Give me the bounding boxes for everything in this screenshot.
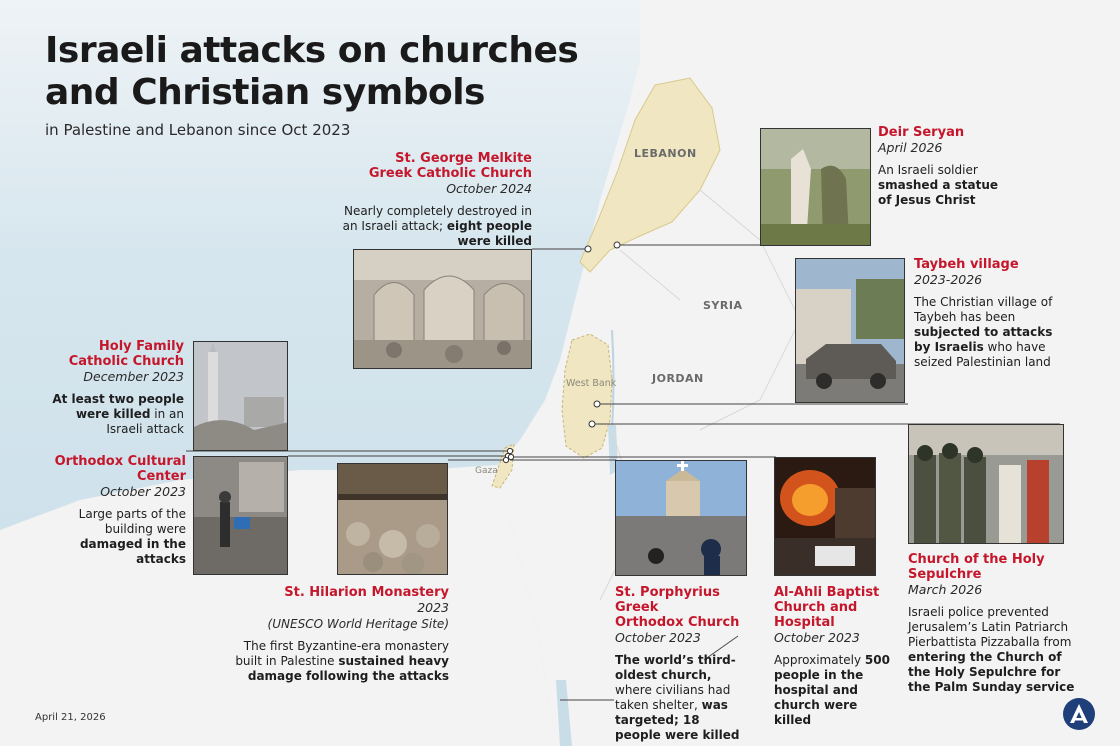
- holy-family-date: December 2023: [83, 369, 184, 384]
- card-orthodox-center: [40, 454, 186, 567]
- photo-deir-seryan: [760, 128, 871, 246]
- al-ahli-date: October 2023: [774, 630, 860, 645]
- page-subtitle: in Palestine and Lebanon since Oct 2023: [45, 121, 351, 139]
- page-title: [45, 30, 578, 114]
- card-taybeh: [914, 257, 1064, 370]
- photo-st-porphyrius-church: [615, 460, 747, 576]
- taybeh-desc: The Christian village of Taybeh has been subjected to attacks by Israelis who have seized Palestinian land: [914, 295, 1053, 369]
- st-porphyrius-desc: The world’s third-oldest church, where civilians had taken shelter, was targeted; 18 people were killed: [615, 653, 740, 742]
- al-ahli-name-2: Church and: [774, 600, 858, 615]
- photo-st-george-church: [353, 249, 532, 369]
- st-george-name-1: St. George Melkite: [395, 151, 532, 166]
- taybeh-date: 2023-2026: [914, 272, 983, 287]
- al-ahli-desc: Approximately 500 people in the hospital and church were killed: [774, 653, 890, 727]
- al-ahli-name-3: Hospital: [774, 615, 835, 630]
- holy-family-name-2: Catholic Church: [68, 354, 184, 369]
- holy-sepulchre-date: March 2026: [908, 582, 983, 597]
- deir-seryan-name: Deir Seryan: [878, 125, 965, 140]
- photo-al-ahli-hospital: [774, 457, 876, 576]
- west-bank-territory: [562, 334, 612, 458]
- photo-st-hilarion-monastery: [337, 463, 448, 575]
- st-george-name-2: Greek Catholic Church: [368, 166, 532, 181]
- st-hilarion-note: (UNESCO World Heritage Site): [267, 617, 449, 631]
- st-hilarion-desc: The first Byzantine-era monastery built in Palestine sustained heavy damage following the attacks: [235, 639, 449, 683]
- publish-date: April 21, 2026: [35, 712, 106, 723]
- card-holy-sepulchre: [908, 552, 1080, 695]
- taybeh-name: Taybeh village: [914, 257, 1019, 272]
- title-line-1: Israeli attacks on churches: [45, 30, 579, 71]
- card-st-hilarion: [230, 585, 449, 684]
- st-porphyrius-name-1: St. Porphyrius Greek: [615, 585, 720, 615]
- photo-holy-sepulchre: [908, 424, 1064, 544]
- card-al-ahli: [774, 585, 892, 728]
- st-porphyrius-name-2: Orthodox Church: [615, 615, 740, 630]
- photo-taybeh-village: [795, 258, 905, 403]
- holy-sepulchre-name-1: Church of the Holy: [908, 552, 1045, 567]
- st-hilarion-name: St. Hilarion Monastery: [284, 585, 449, 600]
- orthodox-center-desc: Large parts of the building were damaged in the attacks: [78, 507, 186, 566]
- label-lebanon: LEBANON: [634, 147, 697, 160]
- orthodox-center-name-2: Center: [136, 469, 186, 484]
- card-holy-family: [50, 339, 184, 437]
- agency-logo-icon: [1062, 697, 1096, 731]
- card-deir-seryan: [878, 125, 1008, 208]
- st-george-desc: Nearly completely destroyed in an Israeli attack; eight people were killed: [342, 204, 532, 248]
- orthodox-center-date: October 2023: [100, 484, 186, 499]
- holy-family-desc: At least two people were killed in an Israeli attack: [52, 392, 184, 436]
- st-george-date: October 2024: [446, 181, 532, 196]
- orthodox-center-name-1: Orthodox Cultural: [54, 454, 186, 469]
- title-line-2: and Christian symbols: [45, 72, 485, 113]
- card-st-porphyrius: [615, 585, 761, 743]
- photo-orthodox-cultural-center: [193, 456, 288, 575]
- st-hilarion-date: 2023: [417, 600, 449, 615]
- label-gaza: Gaza: [475, 466, 498, 476]
- holy-sepulchre-name-2: Sepulchre: [908, 567, 982, 582]
- card-st-george: [330, 151, 532, 249]
- deir-seryan-date: April 2026: [878, 140, 943, 155]
- label-syria: SYRIA: [703, 299, 743, 312]
- photo-holy-family-church: [193, 341, 288, 451]
- deir-seryan-desc: An Israeli soldier smashed a statue of Jesus Christ: [878, 163, 999, 207]
- al-ahli-name-1: Al-Ahli Baptist: [774, 585, 880, 600]
- label-jordan: JORDAN: [652, 372, 704, 385]
- holy-sepulchre-desc: Israeli police prevented Jerusalem’s Latin Patriarch Pierbattista Pizzaballa from entering the Church of the Holy Sepulchre for the Palm Sunday service: [908, 605, 1075, 694]
- label-west-bank: West Bank: [566, 378, 617, 389]
- st-porphyrius-date: October 2023: [615, 630, 701, 645]
- holy-family-name-1: Holy Family: [98, 339, 184, 354]
